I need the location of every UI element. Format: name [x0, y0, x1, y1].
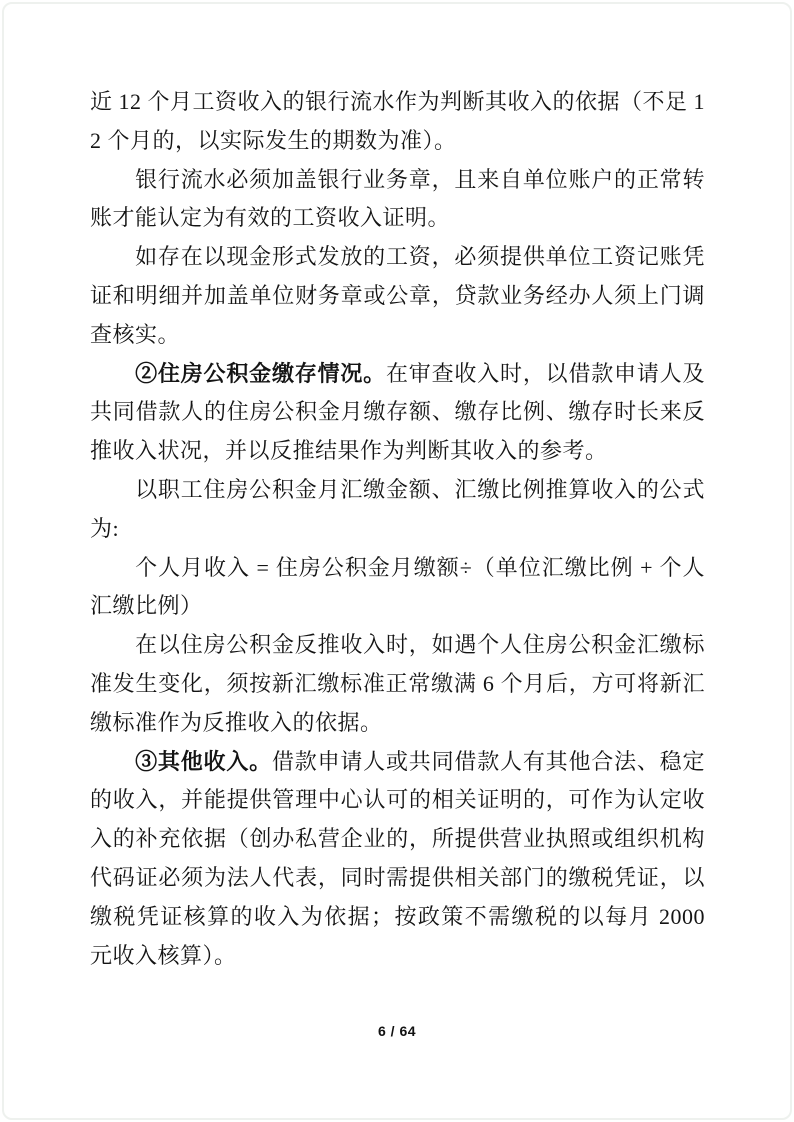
- text-run: 个人月收入 = 住房公积金月缴额÷（单位汇缴比例 + 个人汇缴比例）: [90, 554, 705, 619]
- bold-heading-run: ②住房公积金缴存情况。: [135, 360, 386, 386]
- bold-heading-run: ③其他收入。: [135, 748, 272, 774]
- text-run: 在以住房公积金反推收入时，如遇个人住房公积金汇缴标准发生变化，须按新汇缴标准正常缴满 6 个月后，方可将新汇缴标准作为反推收入的依据。: [90, 632, 705, 735]
- paragraph: [90, 549, 705, 627]
- text-run: 借款申请人或共同借款人有其他合法、稳定的收入，并能提供管理中心认可的相关证明的，可作为认定收入的补充依据（创办私营企业的，所提供营业执照或组织机构代码证必须为法人代表，同时需提供相关部门的缴税凭证，以缴税凭证核算的收入为依据；按政策不需缴税的以每月 2000 元收入核算）。: [90, 748, 705, 968]
- paragraph: [90, 83, 705, 161]
- paragraph: [90, 161, 705, 239]
- paragraph: [90, 355, 705, 471]
- text-run: 如存在以现金形式发放的工资，必须提供单位工资记账凭证和明细并加盖单位财务章或公章，贷款业务经办人须上门调查核实。: [90, 244, 705, 347]
- text-run: 近 12 个月工资收入的银行流水作为判断其收入的依据（不足 12 个月的，以实际发生的期数为准）。: [90, 89, 706, 153]
- document-body: [90, 83, 705, 975]
- text-run: 以职工住房公积金月汇缴金额、汇缴比例推算收入的公式为:: [90, 476, 705, 541]
- text-run: 在审查收入时，以借款申请人及共同借款人的住房公积金月缴存额、缴存比例、缴存时长来反推收入状况，并以反推结果作为判断其收入的参考。: [90, 360, 705, 464]
- page-number-indicator: 6 / 64: [377, 1023, 417, 1039]
- paragraph: [90, 626, 705, 742]
- paragraph: [90, 743, 705, 976]
- paragraph: [90, 238, 705, 354]
- text-run: 银行流水必须加盖银行业务章，且来自单位账户的正常转账才能认定为有效的工资收入证明。: [90, 166, 705, 231]
- paragraph: [90, 471, 705, 549]
